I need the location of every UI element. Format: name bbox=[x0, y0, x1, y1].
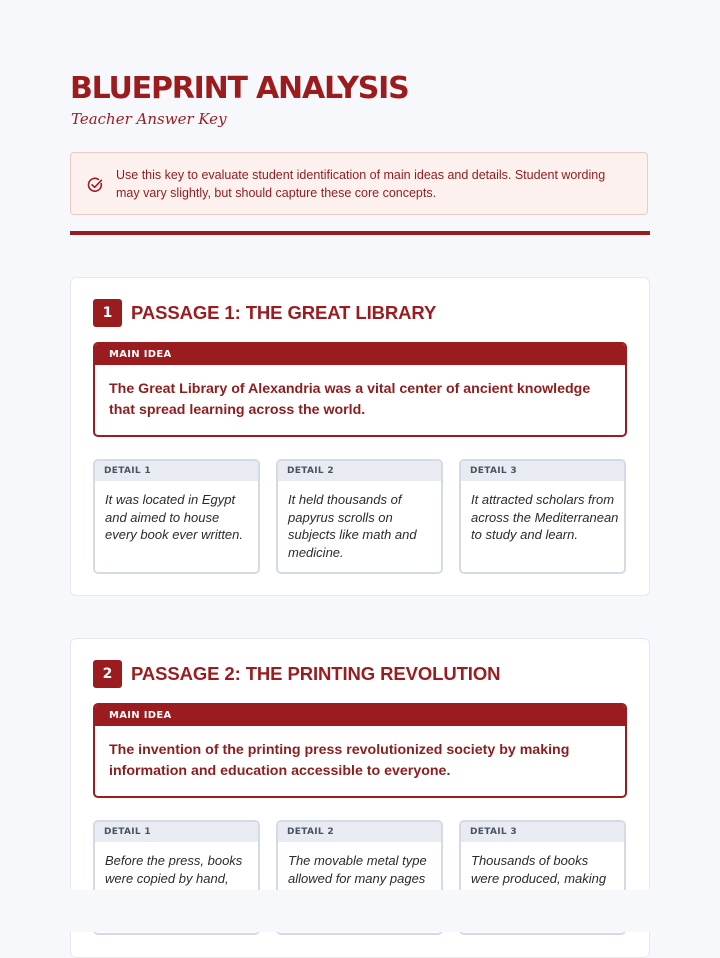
detail-text: The movable metal type allowed for many pages bbox=[288, 853, 427, 886]
detail-box bbox=[276, 459, 443, 574]
passage-title: PASSAGE 2: THE PRINTING REVOLUTION bbox=[131, 663, 501, 684]
detail-box bbox=[93, 459, 260, 574]
passage-title: PASSAGE 1: THE GREAT LIBRARY bbox=[131, 302, 437, 323]
detail-text: It held thousands of papyrus scrolls on subjects like math and medicine. bbox=[288, 492, 417, 561]
main-idea-text: The Great Library of Alexandria was a vital center of ancient knowledge that spread learning across the world. bbox=[109, 381, 591, 418]
passage-card bbox=[70, 277, 650, 596]
detail-label: DETAIL 3 bbox=[461, 461, 624, 481]
main-idea-text: The invention of the printing press revolutionized society by making information and education accessible to everyone. bbox=[109, 742, 570, 779]
detail-label: DETAIL 1 bbox=[95, 461, 258, 481]
detail-label: DETAIL 1 bbox=[95, 822, 258, 842]
detail-text: Thousands of books were produced, making bbox=[471, 853, 607, 886]
detail-label: DETAIL 3 bbox=[461, 822, 624, 842]
detail-label: DETAIL 2 bbox=[278, 822, 441, 842]
main-idea-label: MAIN IDEA bbox=[95, 705, 625, 726]
detail-label: DETAIL 2 bbox=[278, 461, 441, 481]
detail-box bbox=[459, 459, 626, 574]
page-bottom-fade bbox=[0, 890, 720, 932]
page-title: BLUEPRINT ANALYSIS bbox=[70, 71, 409, 106]
detail-text: It attracted scholars from across the Mediterranean to study and learn. bbox=[471, 492, 619, 543]
main-idea-label: MAIN IDEA bbox=[95, 344, 625, 365]
check-circle-icon bbox=[86, 176, 104, 194]
passage-number-badge: 1 bbox=[93, 299, 122, 327]
detail-text: Before the press, books were copied by hand, bbox=[105, 853, 243, 886]
instruction-note bbox=[70, 152, 648, 215]
main-idea-box bbox=[93, 342, 627, 437]
instruction-text: Use this key to evaluate student identification of main ideas and details. Student wording may vary slightly, but should capture these core concepts. bbox=[116, 168, 606, 200]
header-divider bbox=[70, 231, 650, 235]
passage-number-badge: 2 bbox=[93, 660, 122, 688]
detail-text: It was located in Egypt and aimed to house every book ever written. bbox=[105, 492, 244, 543]
page-subtitle: Teacher Answer Key bbox=[71, 110, 227, 128]
main-idea-box bbox=[93, 703, 627, 798]
